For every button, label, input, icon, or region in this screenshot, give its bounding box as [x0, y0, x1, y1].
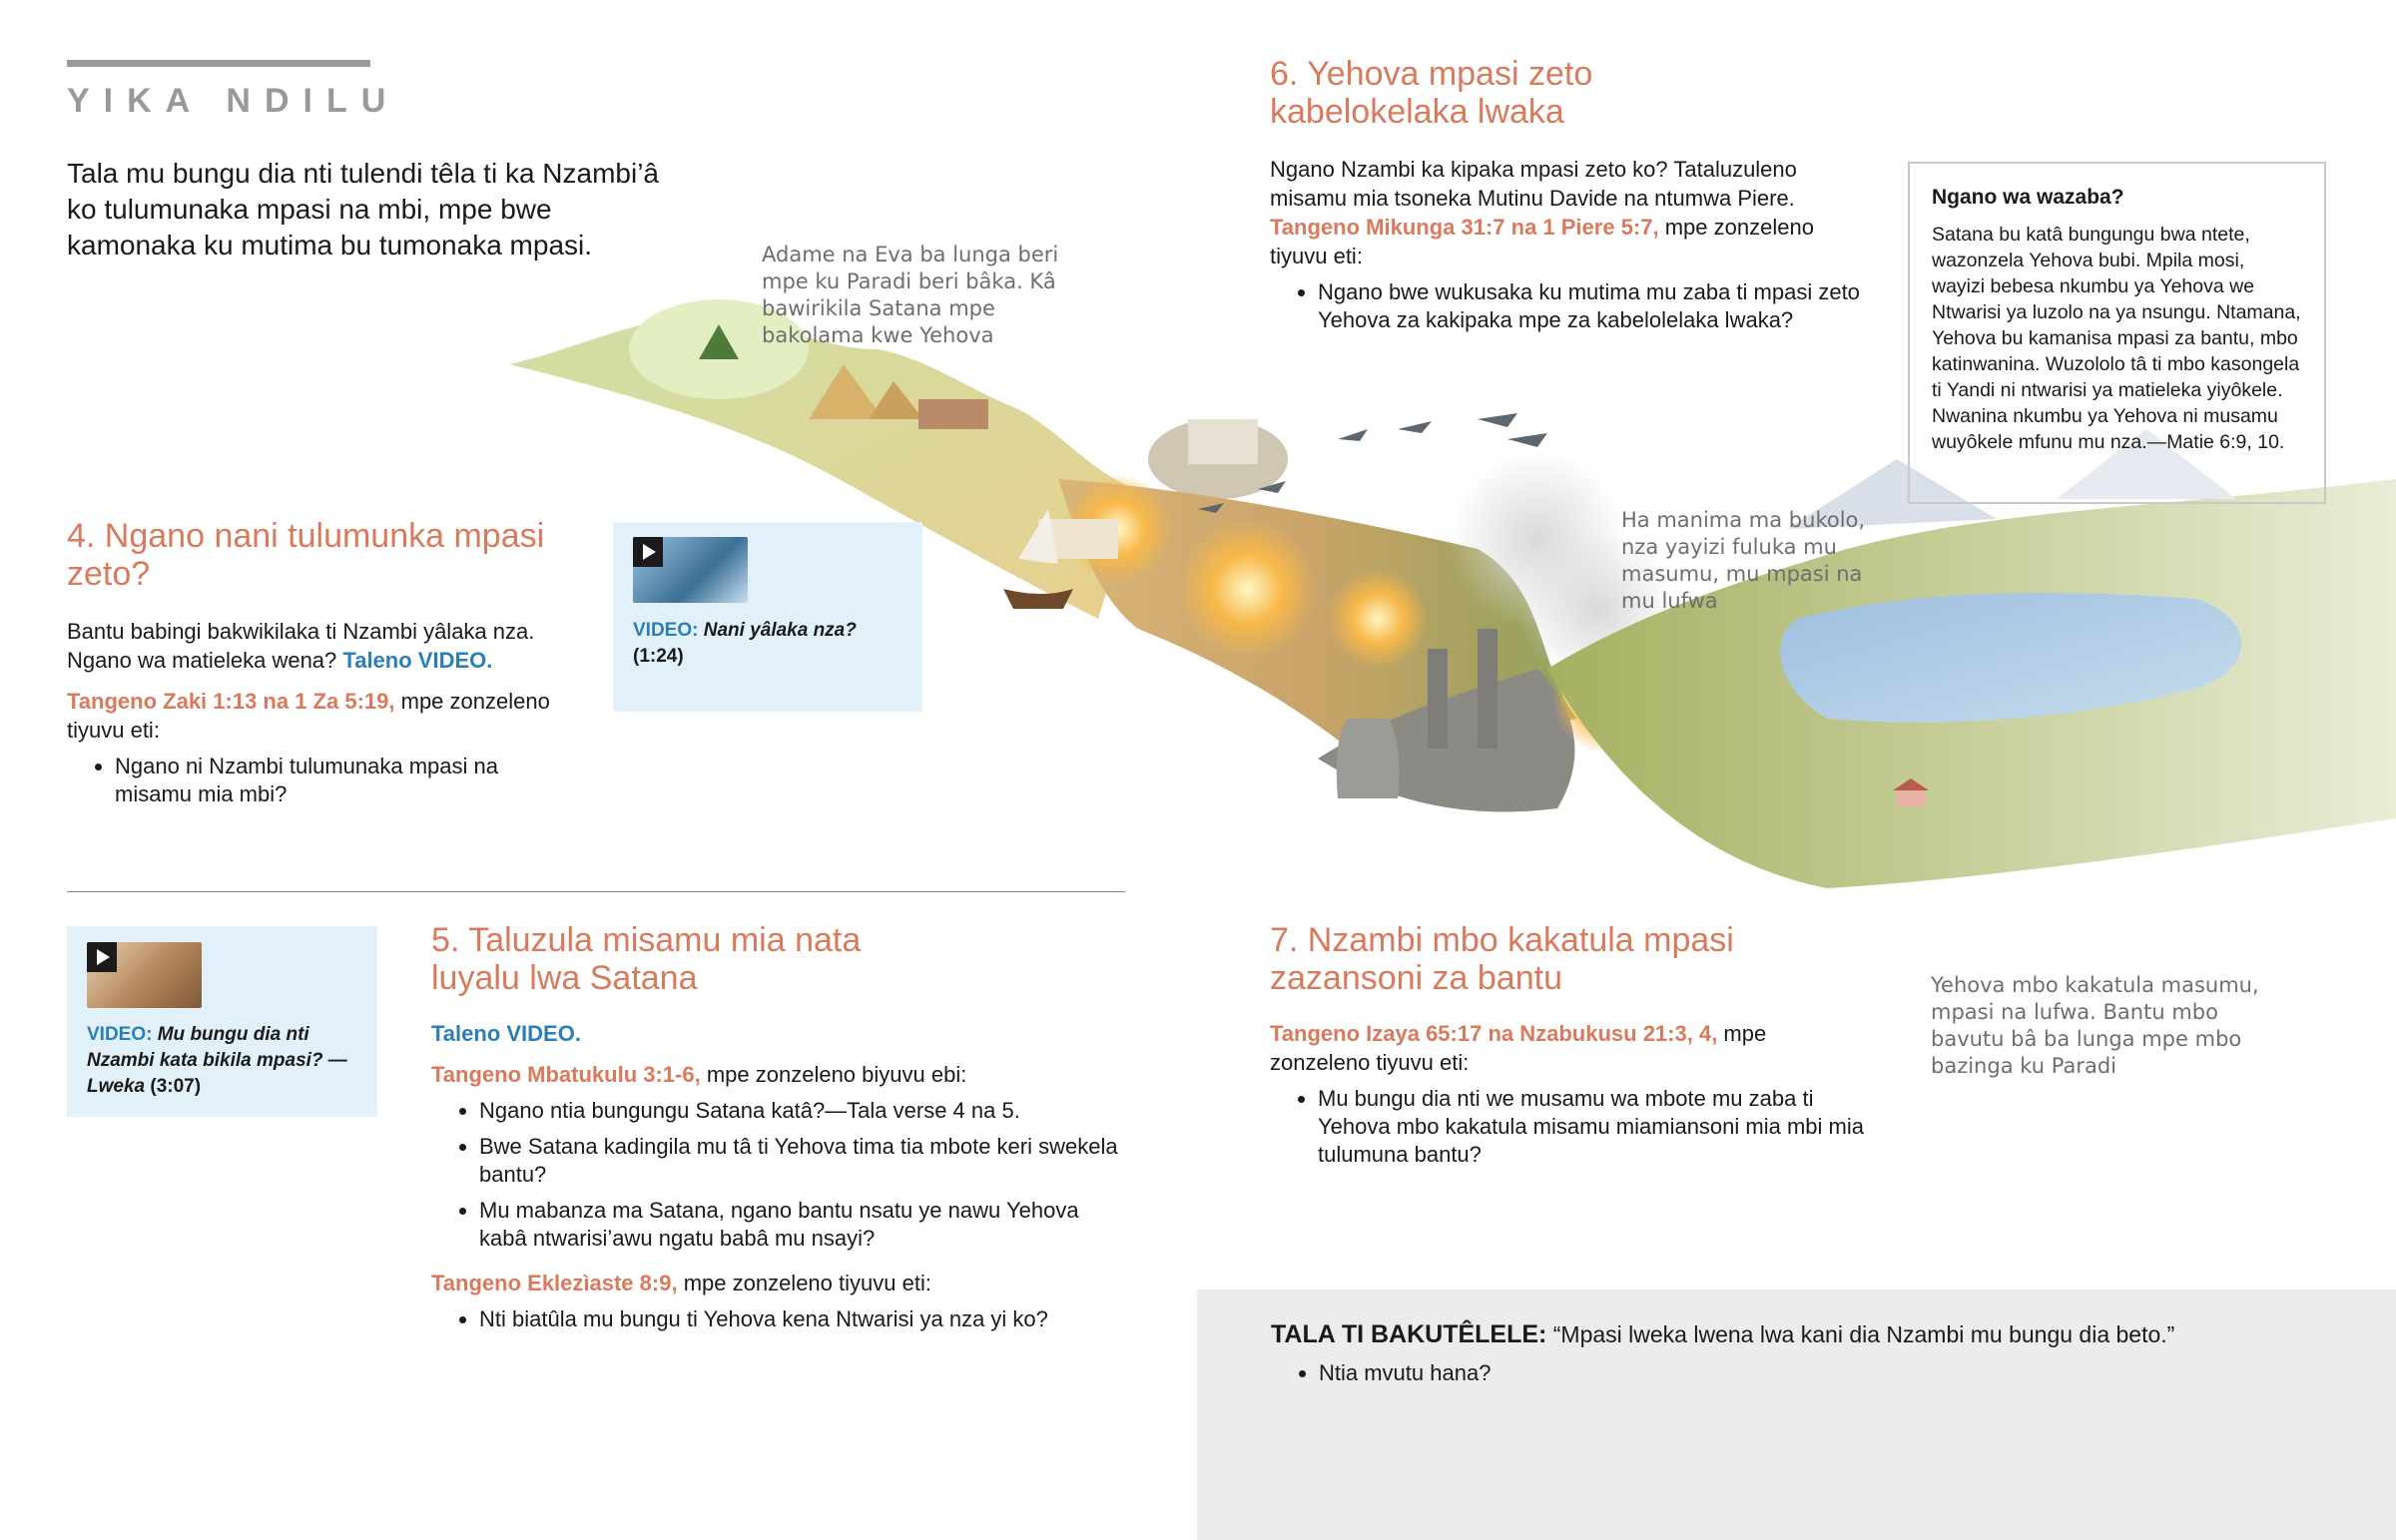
play-icon[interactable] — [633, 537, 663, 567]
video-title[interactable]: Mu bungu dia nti Nzambi kata bikila mpasi? —Lweka — [87, 1024, 347, 1097]
summary-panel — [1197, 1289, 2396, 1540]
did-you-know-box — [1908, 162, 2326, 504]
section-7 — [1270, 921, 1869, 1177]
section-4-questions — [67, 753, 566, 808]
section-4-title: 4. Ngano nani tulumunka mpasi zeto? — [67, 517, 545, 593]
video-caption-2 — [87, 1022, 356, 1100]
did-you-know-title: Ngano wa wazaba? — [1932, 186, 2124, 209]
section-6-title: 6. Yehova mpasi zeto kabelokelaka lwaka — [1270, 55, 1593, 131]
video-label: VIDEO: — [87, 1024, 153, 1045]
video-box-1[interactable] — [613, 522, 922, 712]
section-5-watch-link[interactable]: Taleno VIDEO. — [431, 1021, 581, 1046]
section-7-scripture-link[interactable]: Tangeno Izaya 65:17 na Nzabukusu 21:3, 4, — [1270, 1021, 1718, 1046]
play-icon[interactable] — [87, 942, 117, 972]
caption-war: Ha manima ma bukolo, nza yayizi fuluka mu masumu, mu mpasi na mu lufwa — [1621, 508, 1866, 613]
section-6-text: Ngano Nzambi ka kipaka mpasi zeto ko? Tataluzuleno misamu mia tsoneka Mutinu Davide na ntumwa Piere. — [1270, 157, 1797, 211]
section-5 — [431, 921, 1120, 1341]
intro-text: Tala mu bungu dia nti tulendi têla ti ka Nzambi’â ko tulumunaka mpasi na mbi, mpe bwe kamonaka ku mutima bu tumonaka mpasi. — [67, 158, 660, 260]
section-7-questions — [1270, 1085, 1869, 1169]
section-5-scripture-link-1[interactable]: Tangeno Mbatukulu 3:1-6, — [431, 1062, 701, 1087]
summary-label: TALA TI BAKUTÊLELE: — [1271, 1320, 1547, 1348]
list-item: • Ngano ni Nzambi tulumunaka mpasi na misamu mia mbi? — [115, 753, 566, 808]
video-label: VIDEO: — [633, 620, 699, 641]
section-4-scripture-link[interactable]: Tangeno Zaki 1:13 na 1 Za 5:19, — [67, 689, 395, 714]
divider — [67, 891, 1125, 892]
list-item: • Mu bungu dia nti we musamu wa mbote mu zaba ti Yehova mbo kakatula misamu miamiansoni mia mbi mia tulumuna bantu? — [1318, 1085, 1869, 1169]
list-item: • Ngano ntia bungungu Satana katâ?—Tala verse 4 na 5. — [479, 1097, 1120, 1125]
section-label: YIKA NDILU — [67, 82, 400, 120]
section-7-title: 7. Nzambi mbo kakatula mpasi zazansoni za bantu — [1270, 921, 1734, 997]
list-item: • Ntia mvutu hana? — [1319, 1359, 2369, 1387]
section-4 — [67, 517, 566, 816]
video-title[interactable]: Nani yâlaka nza? — [703, 620, 857, 641]
list-item: • Mu mabanza ma Satana, ngano bantu nsatu ye nawu Yehova kabâ ntwarisi’awu ngatu babâ mu nsayi? — [479, 1197, 1120, 1253]
video-duration: (3:07) — [150, 1076, 202, 1097]
section-6 — [1270, 55, 1869, 342]
video-box-2[interactable] — [67, 926, 377, 1117]
section-5-questions-2 — [431, 1305, 1120, 1333]
summary-quote: “Mpasi lweka lwena lwa kani dia Nzambi mu bungu dia beto.” — [1546, 1321, 2175, 1347]
section-6-questions — [1270, 278, 1869, 334]
section-heading-bar — [67, 60, 370, 67]
section-5-title: 5. Taluzula misamu mia nata luyalu lwa Satana — [431, 921, 862, 997]
section-6-scripture-link[interactable]: Tangeno Mikunga 31:7 na 1 Piere 5:7, — [1270, 215, 1659, 240]
section-6-read-rest: mpe zonzeleno tiyuvu eti: — [1270, 215, 1814, 268]
section-7-read-rest: mpe zonzeleno tiyuvu eti: — [1270, 1021, 1767, 1075]
section-4-read-rest: mpe zonzeleno tiyuvu eti: — [67, 689, 550, 743]
caption-eden: Adame na Eva ba lunga beri mpe ku Paradi beri bâka. Kâ bawirikila Satana mpe bakolama kwe Yehova — [762, 243, 1059, 347]
list-item: • Ngano bwe wukusaka ku mutima mu zaba ti mpasi zeto Yehova za kakipaka mpe za kabelolelaka lwaka? — [1318, 278, 1869, 334]
video-duration: (1:24) — [633, 646, 684, 667]
summary-questions — [1271, 1359, 2369, 1387]
section-4-watch-link[interactable]: Taleno VIDEO. — [342, 648, 493, 673]
video-thumbnail-1[interactable] — [633, 537, 748, 603]
section-5-scripture-link-2[interactable]: Tangeno Eklezìaste 8:9, — [431, 1271, 678, 1295]
did-you-know-text: Satana bu katâ bungungu bwa ntete, wazonzela Yehova bubi. Mpila mosi, wayizi bebesa nkumbu ya Yehova we Ntwarisi ya luzolo na ya nsungu. Ntamana, Yehova bu kamanisa mpasi za bantu, mbo katinwanina. Wuzololo tâ ti mbo kasongela ti Yandi ni ntwarisi ya matieleka yiyôkele. Nwanina nkumbu ya Yehova ni musamu wuyôkele mfunu mu nza.—Matie 6:9, 10. — [1932, 224, 2301, 453]
list-item: • Nti biatûla mu bungu ti Yehova kena Ntwarisi ya nza yi ko? — [479, 1305, 1120, 1333]
video-caption-1 — [633, 618, 912, 670]
caption-paradise: Yehova mbo kakatula masumu, mpasi na lufwa. Bantu mbo bavutu bâ ba lunga mpe mbo bazinga ku Paradi — [1931, 973, 2259, 1078]
section-5-read-rest-2: mpe zonzeleno tiyuvu eti: — [677, 1271, 931, 1295]
list-item: • Bwe Satana kadingila mu tâ ti Yehova tima tia mbote keri swekela bantu? — [479, 1133, 1120, 1189]
section-5-read-rest-1: mpe zonzeleno biyuvu ebi: — [700, 1062, 967, 1087]
section-4-text: Bantu babingi bakwikilaka ti Nzambi yâlaka nza. Ngano wa matieleka wena? — [67, 619, 535, 673]
video-thumbnail-2[interactable] — [87, 942, 202, 1008]
summary-statement — [1271, 1319, 2369, 1395]
section-5-questions-1 — [431, 1097, 1120, 1253]
